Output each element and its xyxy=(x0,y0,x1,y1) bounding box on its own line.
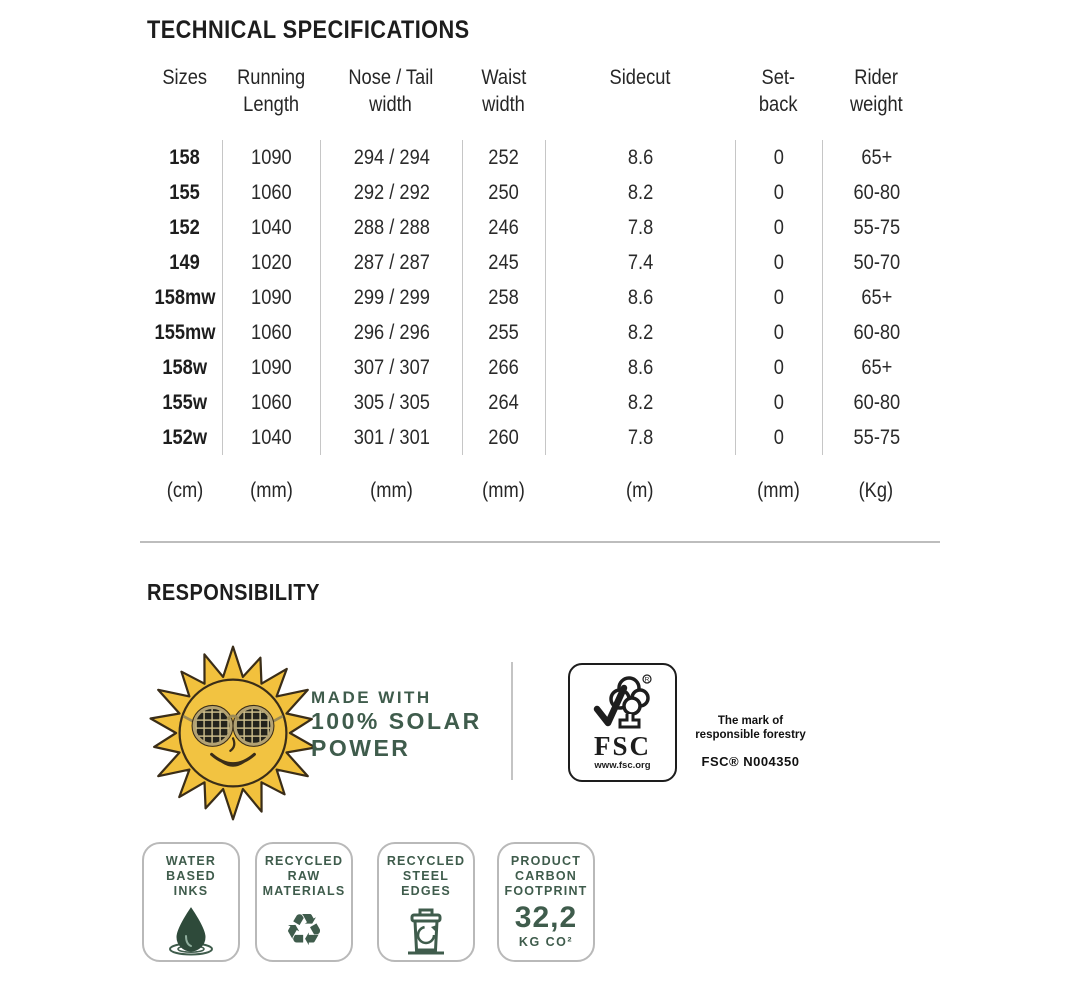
trash-recycle-icon xyxy=(404,907,448,957)
setback-cell: 0 xyxy=(735,315,822,350)
badge-water-based-inks xyxy=(142,842,240,962)
carbon-footprint-value: 32,2 xyxy=(514,901,578,934)
fsc-url: www.fsc.org xyxy=(594,760,651,771)
setback-cell: 0 xyxy=(735,280,822,315)
fsc-mark-line-1: The mark of xyxy=(717,715,784,727)
solar-line-2: 100% SOLAR xyxy=(311,708,482,734)
badge-label: INKS xyxy=(173,884,209,898)
setback-cell: 0 xyxy=(735,140,822,175)
size-cell: 158 xyxy=(169,145,201,169)
size-cell: 152w xyxy=(162,425,208,449)
sidecut-cell: 8.2 xyxy=(545,315,735,350)
setback-cell: 0 xyxy=(735,420,822,455)
nose-tail-cell: 305 / 305 xyxy=(320,385,462,420)
solar-line-1: MADE WITH xyxy=(311,688,432,707)
spec-table-header xyxy=(148,62,930,140)
running-length-cell: 1060 xyxy=(222,385,320,420)
running-length-cell: 1060 xyxy=(222,175,320,210)
badge-label: STEEL xyxy=(402,869,450,883)
water-drop-icon xyxy=(165,906,217,958)
unit-cell: (m) xyxy=(626,478,654,502)
col-header-running-length: Running Length xyxy=(236,66,306,116)
badge-label: RECYCLED xyxy=(264,854,344,868)
badge-label: PRODUCT xyxy=(510,854,582,868)
sidecut-cell: 8.6 xyxy=(545,280,735,315)
fsc-license-number: FSC® N004350 xyxy=(701,754,800,769)
badge-label: BASED xyxy=(166,869,216,883)
size-cell: 149 xyxy=(169,250,201,274)
waist-cell: 245 xyxy=(462,245,545,280)
sidecut-cell: 8.2 xyxy=(545,175,735,210)
running-length-cell: 1060 xyxy=(222,315,320,350)
sidecut-cell: 7.8 xyxy=(545,420,735,455)
unit-cell: (mm) xyxy=(369,478,413,502)
badge-label: MATERIALS xyxy=(262,884,346,898)
col-header-sidecut: Sidecut xyxy=(609,66,671,89)
nose-tail-cell: 301 / 301 xyxy=(320,420,462,455)
running-length-cell: 1090 xyxy=(222,140,320,175)
nose-tail-cell: 288 / 288 xyxy=(320,210,462,245)
waist-cell: 246 xyxy=(462,210,545,245)
unit-cell: (mm) xyxy=(757,478,800,502)
badge-product-carbon-footprint xyxy=(497,842,595,962)
setback-cell: 0 xyxy=(735,350,822,385)
sidecut-cell: 8.6 xyxy=(545,350,735,385)
sun-sunglasses-icon xyxy=(138,644,328,822)
rider-weight-cell: 55-75 xyxy=(822,210,930,245)
rider-weight-cell: 60-80 xyxy=(822,175,930,210)
spec-table-body xyxy=(148,140,930,455)
badge-label: RECYCLED xyxy=(386,854,466,868)
setback-cell: 0 xyxy=(735,210,822,245)
section-divider xyxy=(140,541,940,543)
waist-cell: 255 xyxy=(462,315,545,350)
fsc-mark-line-2: responsible forestry xyxy=(695,729,806,741)
rider-weight-cell: 60-80 xyxy=(822,315,930,350)
unit-cell: (mm) xyxy=(482,478,525,502)
running-length-cell: 1020 xyxy=(222,245,320,280)
svg-text:R: R xyxy=(644,676,649,684)
setback-cell: 0 xyxy=(735,385,822,420)
waist-cell: 266 xyxy=(462,350,545,385)
waist-cell: 252 xyxy=(462,140,545,175)
badge-recycled-steel-edges xyxy=(377,842,475,962)
col-header-rider-weight: Rider weight xyxy=(849,66,903,116)
running-length-cell: 1040 xyxy=(222,210,320,245)
rider-weight-cell: 65+ xyxy=(822,140,930,175)
nose-tail-cell: 294 / 294 xyxy=(320,140,462,175)
tech-specs-title: TECHNICAL SPECIFICATIONS xyxy=(147,16,470,44)
size-cell: 152 xyxy=(169,215,201,239)
fsc-mark-text xyxy=(678,714,823,769)
nose-tail-cell: 296 / 296 xyxy=(320,315,462,350)
waist-cell: 250 xyxy=(462,175,545,210)
size-cell: 155w xyxy=(162,390,208,414)
col-header-sizes: Sizes xyxy=(162,66,208,89)
fsc-acronym: FSC xyxy=(593,731,651,761)
nose-tail-cell: 299 / 299 xyxy=(320,280,462,315)
running-length-cell: 1090 xyxy=(222,350,320,385)
setback-cell: 0 xyxy=(735,245,822,280)
badge-label: CARBON xyxy=(514,869,578,883)
size-cell: 158mw xyxy=(154,285,216,309)
waist-cell: 258 xyxy=(462,280,545,315)
sidecut-cell: 7.4 xyxy=(545,245,735,280)
sidecut-cell: 8.6 xyxy=(545,140,735,175)
waist-cell: 264 xyxy=(462,385,545,420)
sidecut-cell: 7.8 xyxy=(545,210,735,245)
rider-weight-cell: 55-75 xyxy=(822,420,930,455)
rider-weight-cell: 65+ xyxy=(822,350,930,385)
fsc-logo xyxy=(568,663,677,782)
fsc-tree-checkmark-icon xyxy=(587,673,659,735)
setback-cell: 0 xyxy=(735,175,822,210)
col-header-waist-width: Waist width xyxy=(480,66,526,116)
col-header-setback: Set- back xyxy=(759,66,798,116)
badge-label: RAW xyxy=(287,869,321,883)
rider-weight-cell: 65+ xyxy=(822,280,930,315)
vertical-divider xyxy=(511,662,513,780)
sidecut-cell: 8.2 xyxy=(545,385,735,420)
unit-cell: (cm) xyxy=(166,478,204,502)
rider-weight-cell: 60-80 xyxy=(822,385,930,420)
nose-tail-cell: 307 / 307 xyxy=(320,350,462,385)
col-header-nose-tail-width: Nose / Tail width xyxy=(348,66,434,116)
size-cell: 158w xyxy=(162,355,208,379)
running-length-cell: 1090 xyxy=(222,280,320,315)
spec-table-units-row xyxy=(148,473,930,508)
waist-cell: 260 xyxy=(462,420,545,455)
unit-cell: (mm) xyxy=(249,478,293,502)
recycling-arrows-icon: ♻ xyxy=(284,904,324,956)
badge-label: WATER xyxy=(165,854,217,868)
size-cell: 155 xyxy=(169,180,201,204)
rider-weight-cell: 50-70 xyxy=(822,245,930,280)
nose-tail-cell: 287 / 287 xyxy=(320,245,462,280)
responsibility-title: RESPONSIBILITY xyxy=(147,579,320,605)
badge-label: EDGES xyxy=(401,884,451,898)
size-cell: 155mw xyxy=(154,320,216,344)
solar-line-3: POWER xyxy=(311,735,411,761)
solar-power-claim xyxy=(311,687,482,762)
badge-recycled-raw-materials xyxy=(255,842,353,962)
nose-tail-cell: 292 / 292 xyxy=(320,175,462,210)
badge-label: FOOTPRINT xyxy=(504,884,588,898)
running-length-cell: 1040 xyxy=(222,420,320,455)
unit-cell: (Kg) xyxy=(858,478,894,502)
carbon-footprint-unit: KG CO² xyxy=(518,935,574,949)
